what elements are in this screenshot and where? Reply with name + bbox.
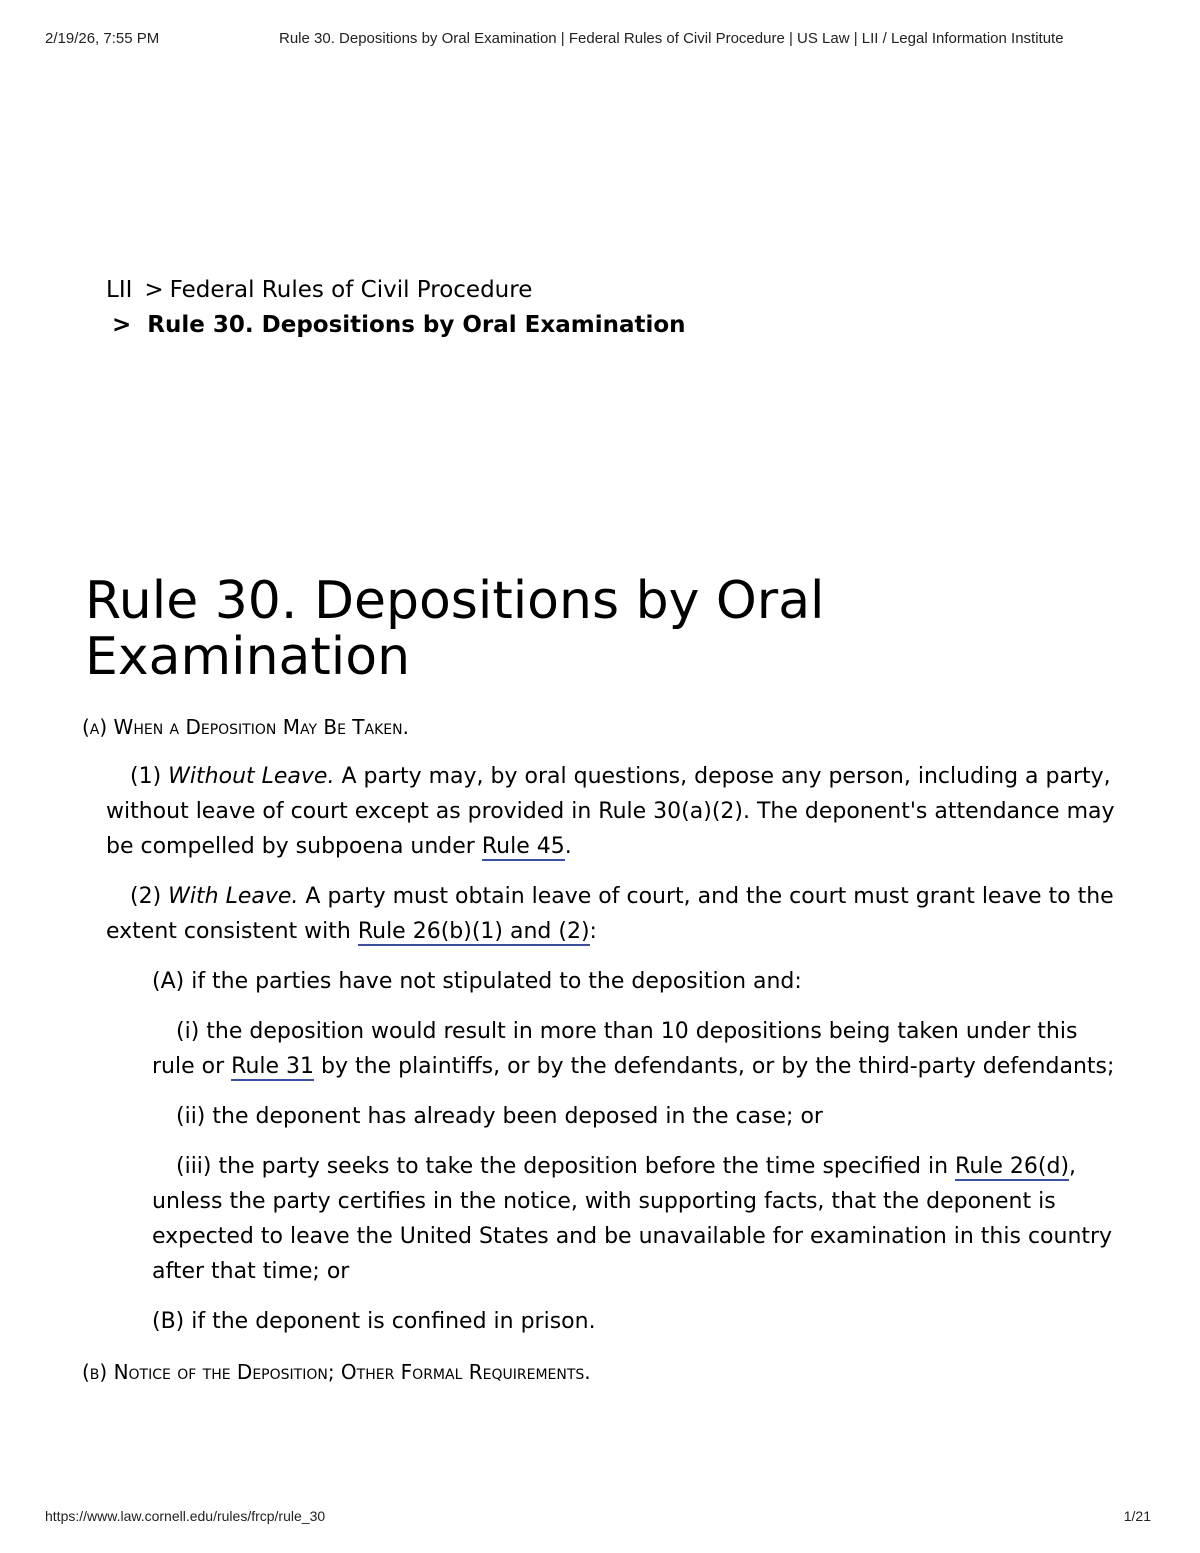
- print-date: 2/19/26, 7:55 PM: [45, 30, 160, 47]
- breadcrumb-line-2: [106, 308, 686, 343]
- paragraph-a2Aiii: [82, 1149, 1122, 1289]
- paragraph-text: A party must obtain leave of court, and the court must grant leave to the extent consistent with: [106, 884, 1114, 944]
- print-title: Rule 30. Depositions by Oral Examination | Federal Rules of Civil Procedure | US Law | LII / Legal Information Institute: [279, 30, 1064, 47]
- paragraph-text: (ii) the deponent has already been deposed in the case; or: [176, 1104, 823, 1129]
- paragraph-a1: [82, 759, 1122, 864]
- subdivision-label: (b): [82, 1360, 108, 1384]
- breadcrumb-separator: >: [144, 277, 164, 303]
- paragraph-text: (B) if the deponent is confined in prison.: [152, 1309, 596, 1334]
- paragraph-heading: Without Leave.: [168, 764, 335, 789]
- subdivision-label: (a): [82, 715, 108, 739]
- paragraph-text: .: [564, 834, 572, 859]
- page-title: Rule 30. Depositions by Oral Examination: [85, 571, 825, 687]
- breadcrumb-lii-link[interactable]: LII: [106, 277, 133, 303]
- subdivision-title: When a Deposition May Be Taken.: [113, 715, 409, 739]
- paragraph-text: , unless the party certifies in the notice, with supporting facts, that the deponent is expected to leave the United States and be unavailable for examination in this country after that time; or: [152, 1154, 1113, 1284]
- subdivision-a-heading: [82, 710, 1122, 745]
- paragraph-a2A: [82, 964, 1122, 999]
- paragraph-a2Ai: [82, 1014, 1122, 1084]
- subdivision-title: Notice of the Deposition; Other Formal Requirements.: [113, 1360, 591, 1384]
- paragraph-a2B: [82, 1304, 1122, 1339]
- paragraph-number: (1): [130, 764, 162, 789]
- print-url: https://www.law.cornell.edu/rules/frcp/rule_30: [45, 1508, 326, 1524]
- paragraph-heading: With Leave.: [168, 884, 299, 909]
- paragraph-text: A party may, by oral questions, depose any person, including a party, without leave of court except as provided in Rule 30(a)(2). The deponent's attendance may be compelled by subpoena under: [106, 764, 1115, 859]
- rule-45-link[interactable]: Rule 45: [481, 834, 565, 859]
- rule-content: [82, 710, 1122, 1390]
- paragraph-number: (2): [130, 884, 162, 909]
- breadcrumb-line-1: [106, 273, 686, 308]
- rule-26b-link[interactable]: Rule 26(b)(1) and (2): [357, 919, 590, 944]
- paragraph-text: (i) the deposition would result in more than 10 depositions being taken under this rule or: [152, 1019, 1078, 1079]
- breadcrumb-separator: >: [112, 312, 132, 338]
- paragraph-a2: [82, 879, 1122, 949]
- rule-31-link[interactable]: Rule 31: [231, 1054, 315, 1079]
- breadcrumb-current: Rule 30. Depositions by Oral Examination: [147, 312, 686, 338]
- breadcrumb-frcp-link[interactable]: Federal Rules of Civil Procedure: [169, 277, 533, 303]
- breadcrumb: [106, 273, 686, 343]
- paragraph-text: (iii) the party seeks to take the deposition before the time specified in: [176, 1154, 949, 1179]
- paragraph-text: by the plaintiffs, or by the defendants, or by the third-party defendants;: [321, 1054, 1115, 1079]
- paragraph-text: (A) if the parties have not stipulated to the deposition and:: [152, 969, 802, 994]
- paragraph-text: :: [589, 919, 597, 944]
- rule-26d-link[interactable]: Rule 26(d): [955, 1154, 1070, 1179]
- paragraph-a2Aii: [82, 1099, 1122, 1134]
- print-page-number: 1/21: [1123, 1508, 1151, 1524]
- subdivision-b-heading: [82, 1355, 1122, 1390]
